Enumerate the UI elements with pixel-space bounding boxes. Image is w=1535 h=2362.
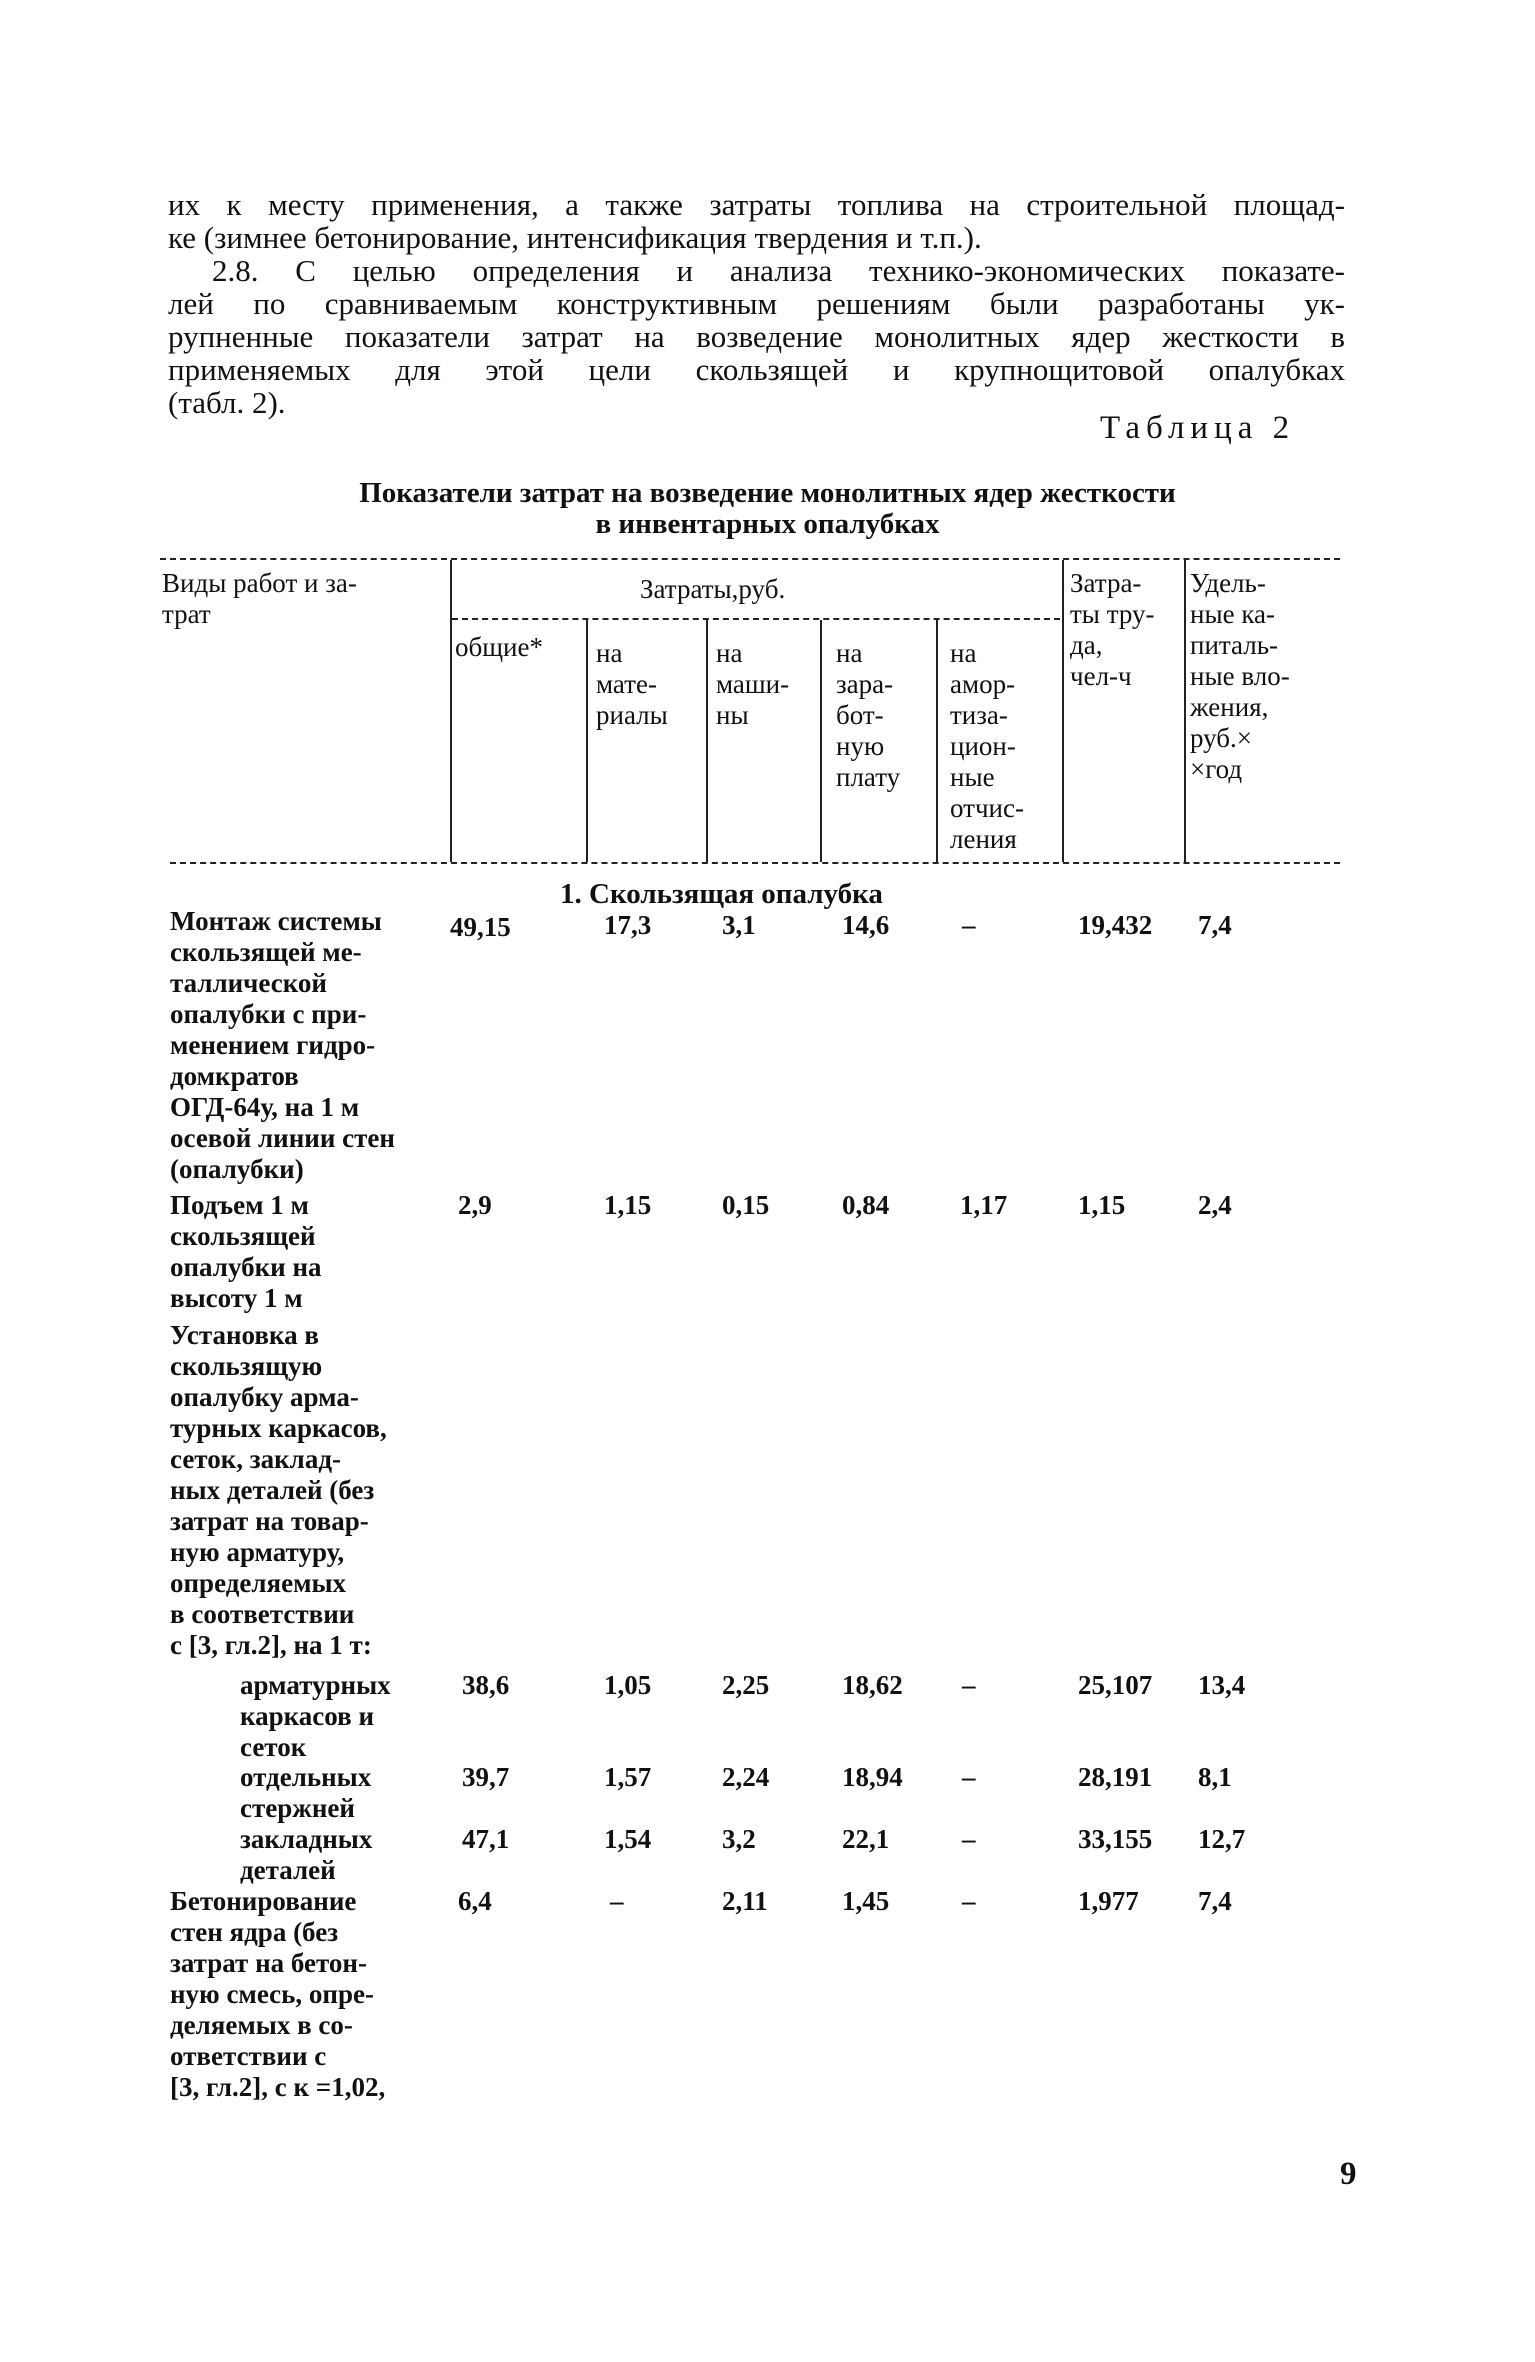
row-label: Подъем 1 м скользящей опалубки на высоту 1 м [170, 1190, 322, 1313]
cell-amortization: – [962, 1762, 976, 1792]
col-divider [586, 620, 588, 862]
cell-machines: 2,25 [722, 1670, 770, 1700]
table-title-line-1: Показатели затрат на возведение монолитных ядер жесткости [359, 477, 1176, 509]
cell-amortization: – [962, 1824, 976, 1854]
cell-labor: 28,191 [1078, 1762, 1153, 1792]
cell-total: 38,6 [462, 1670, 510, 1700]
cell-total: 39,7 [462, 1762, 510, 1792]
header-machines: на маши- ны [716, 638, 790, 730]
header-total: общие* [455, 632, 543, 662]
table-number: Таблица 2 [1100, 410, 1296, 446]
cell-machines: 3,1 [722, 910, 756, 940]
cell-capital: 8,1 [1198, 1762, 1232, 1792]
page-number: 9 [1340, 2156, 1357, 2192]
cell-wages: 0,84 [842, 1190, 890, 1220]
cell-wages: 18,94 [842, 1762, 903, 1792]
cell-wages: 22,1 [842, 1824, 890, 1854]
cell-total: 49,15 [450, 912, 511, 942]
cell-materials: 1,05 [604, 1670, 652, 1700]
paragraph-line: рупненные показатели затрат на возведение монолитных ядер жесткости в [168, 319, 1345, 354]
paragraph-line: (табл. 2). [168, 385, 286, 420]
intro-line: ке (зимнее бетонирование, интенсификация твердения и т.п.). [168, 220, 982, 255]
row-sublabel: отдельных стержней [240, 1762, 372, 1823]
cell-amortization: – [962, 1670, 976, 1700]
cell-labor: 25,107 [1078, 1670, 1153, 1700]
cell-labor: 19,432 [1078, 910, 1153, 940]
cell-labor: 33,155 [1078, 1824, 1153, 1854]
cell-wages: 18,62 [842, 1670, 903, 1700]
cell-capital: 13,4 [1198, 1670, 1246, 1700]
row-label: Бетонирование стен ядра (без затрат на бетон- ную смесь, опре- деляемых в со- ответствии с [3, гл.2], с к =1,02, [170, 1886, 386, 2102]
cell-total: 2,9 [458, 1190, 492, 1220]
row-sublabel: арматурных каркасов и сеток [240, 1670, 391, 1762]
cell-wages: 14,6 [842, 910, 890, 940]
cell-materials: 1,54 [604, 1824, 652, 1854]
header-amortization: на амор- тиза- цион- ные отчис- ления [950, 638, 1024, 854]
cell-amortization: – [962, 910, 976, 940]
cell-amortization: 1,17 [960, 1190, 1008, 1220]
cell-materials: 1,57 [604, 1762, 652, 1792]
row-sublabel: закладных деталей [240, 1824, 373, 1885]
cell-amortization: – [962, 1886, 976, 1916]
header-costs-group: Затраты,руб. [640, 574, 786, 604]
table-top-rule [160, 558, 1340, 560]
paragraph-line: 2.8. С целью определения и анализа технико-экономических показате- [212, 253, 1345, 288]
header-work-types: Виды работ и за- трат [162, 568, 357, 629]
header-capital: Удель- ные ка- питаль- ные вло- жения, руб.× ×год [1190, 568, 1290, 784]
cell-capital: 7,4 [1198, 910, 1232, 940]
col-divider [1062, 560, 1064, 862]
col-divider [706, 620, 708, 862]
cell-machines: 2,24 [722, 1762, 770, 1792]
cell-total: 6,4 [458, 1886, 492, 1916]
col-divider [1184, 560, 1186, 862]
cell-capital: 12,7 [1198, 1824, 1246, 1854]
section-title: 1. Скользящая опалубка [560, 878, 883, 910]
cell-wages: 1,45 [842, 1886, 890, 1916]
table-title-line-2: в инвентарных опалубках [595, 508, 940, 540]
col-divider [936, 620, 938, 862]
row-group-label: Установка в скользящую опалубку арма- турных каркасов, сеток, заклад- ных деталей (без затрат на товар- ную арматуру, определяемых в соответствии с [3, гл.2], на 1 т: [170, 1320, 387, 1660]
header-bottom-rule [170, 862, 1340, 864]
cell-capital: 2,4 [1198, 1190, 1232, 1220]
intro-paragraph [168, 188, 1345, 254]
paragraph-line: лей по сравниваемым конструктивным решениям были разработаны ук- [168, 286, 1345, 321]
cell-capital: 7,4 [1198, 1886, 1232, 1916]
header-materials: на мате- риалы [596, 638, 668, 730]
table-title [160, 478, 1375, 540]
cell-labor: 1,977 [1078, 1886, 1139, 1916]
paragraph-2-8 [168, 254, 1345, 419]
costs-subrule [452, 618, 1060, 620]
cell-machines: 2,11 [722, 1886, 768, 1916]
header-labor: Затра- ты тру- да, чел-ч [1070, 568, 1155, 691]
col-divider [820, 620, 822, 862]
cell-total: 47,1 [462, 1824, 510, 1854]
cell-materials: 1,15 [604, 1190, 652, 1220]
cell-labor: 1,15 [1078, 1190, 1126, 1220]
col-divider [450, 560, 452, 862]
cell-machines: 0,15 [722, 1190, 770, 1220]
cell-materials: – [610, 1886, 624, 1916]
row-label: Монтаж системы скользящей ме- таллической опалубки с при- менением гидро- домкратов ОГД-64у, на 1 м осевой линии стен (опалубки) [170, 906, 395, 1184]
paragraph-line: применяемых для этой цели скользящей и крупнощитовой опалубках [168, 352, 1345, 387]
cell-machines: 3,2 [722, 1824, 756, 1854]
cell-materials: 17,3 [604, 910, 652, 940]
header-wages: на зара- бот- ную плату [836, 638, 901, 792]
intro-line: их к месту применения, а также затраты топлива на строительной площад- [168, 187, 1345, 222]
